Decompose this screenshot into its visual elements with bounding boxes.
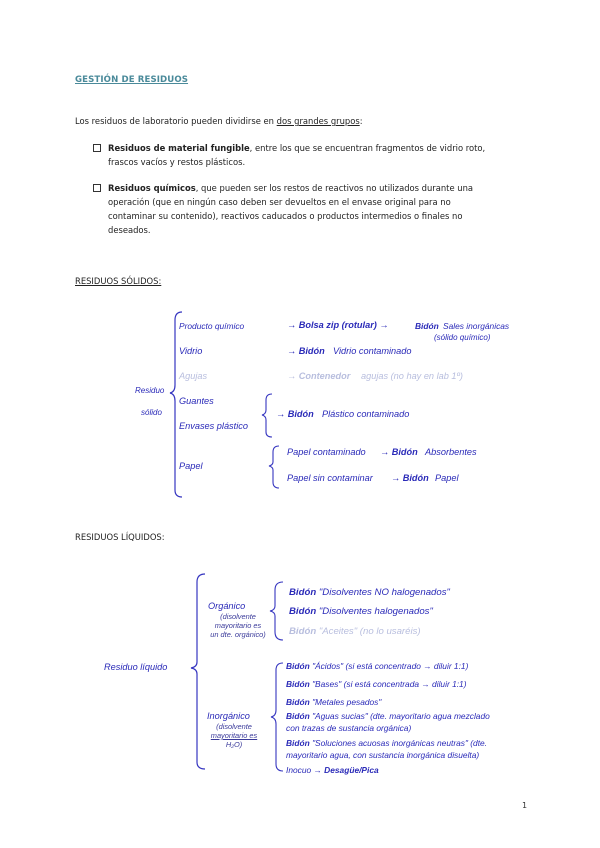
org-item-2 xyxy=(289,606,433,617)
plastico-dest: Plástico contaminado xyxy=(322,409,410,419)
bidon-label: Bidón xyxy=(286,711,310,721)
solids-heading: RESIDUOS SÓLIDOS: xyxy=(75,276,162,286)
plastico-arrow: → Bidón xyxy=(276,409,314,419)
inorg-item-1 xyxy=(286,661,468,671)
bullet-text-cont: operación (que en ningún caso deben ser devueltos en el envase original para no xyxy=(108,197,451,207)
inorganico-label: Inorgánico xyxy=(207,711,250,721)
papel1-arrow: → Bidón xyxy=(380,447,418,457)
inocuo-label: Inocuo xyxy=(286,765,312,775)
note-line: (disolvente xyxy=(216,722,252,731)
inorg-item-3 xyxy=(286,697,381,707)
papel1-dest: Absorbentes xyxy=(425,447,477,457)
item-text: "Ácidos" (si está concentrado → diluir 1:1) xyxy=(312,661,469,671)
liquids-root: Residuo líquido xyxy=(104,662,168,672)
org-item-3 xyxy=(289,626,421,637)
bidon-label: Bidón xyxy=(289,626,317,637)
bullet-text-cont: deseados. xyxy=(108,225,151,235)
inorg-item-5 xyxy=(286,738,487,748)
papel1-label: Papel contaminado xyxy=(287,447,366,457)
page-number: 1 xyxy=(522,801,528,810)
organico-label: Orgánico xyxy=(208,601,246,611)
bullet-bold: Residuos de material fungible xyxy=(108,143,250,153)
inorg-item-6 xyxy=(286,765,379,775)
intro-text: Los residuos de laboratorio pueden dividirse en xyxy=(75,116,277,126)
inorganico-note xyxy=(202,722,266,749)
item-text: "Disolventes halogenados" xyxy=(318,606,433,617)
item-text: "Aguas sucias" (dte. mayoritario agua mezclado xyxy=(312,711,490,721)
bullet-text: , que pueden ser los restos de reactivos no utilizados durante una xyxy=(195,183,474,193)
intro-link-text: dos grandes grupos xyxy=(276,116,360,126)
bidon-label: Bidón xyxy=(289,606,317,617)
inorg-item-2 xyxy=(286,679,467,689)
item-text: "Disolventes NO halogenados" xyxy=(318,587,450,598)
item-text: → Desagüe/Pica xyxy=(313,765,379,775)
guantes-label: Guantes xyxy=(179,396,214,406)
note-line: mayoritario es xyxy=(210,731,258,740)
vidrio-dest: Vidrio contaminado xyxy=(333,346,412,356)
solids-root-1: Residuo xyxy=(135,386,165,395)
organico-note xyxy=(207,612,269,639)
note-line: (disolvente xyxy=(220,612,256,621)
item-text: "Bases" (si está concentrada → diluir 1:1) xyxy=(312,679,467,689)
bullet-text: , entre los que se encuentran fragmentos de vidrio roto, xyxy=(249,143,486,153)
bidon-label: Bidón xyxy=(286,661,310,671)
agujas-dest: agujas (no hay en lab 1º) xyxy=(361,371,463,381)
solids-root-2: sólido xyxy=(141,408,162,417)
note-line: un dte. orgánico) xyxy=(210,630,266,639)
producto-label: Producto químico xyxy=(179,321,245,331)
bidon-label: Bidón xyxy=(286,697,310,707)
note-line: mayoritario es xyxy=(214,621,262,630)
inorg-item-5-cont: mayoritario agua, con sustancia inorgánica disuelta) xyxy=(286,750,480,760)
org-item-1 xyxy=(289,587,450,598)
papel-label: Papel xyxy=(179,461,203,471)
producto-dest-note: (sólido químico) xyxy=(434,333,491,342)
producto-dest: Sales inorgánicas xyxy=(443,321,510,331)
note-line: H₂O) xyxy=(225,740,243,749)
liquids-heading: RESIDUOS LÍQUIDOS: xyxy=(75,532,165,542)
papel2-arrow: → Bidón xyxy=(391,473,429,483)
item-text: "Aceites" (no lo usaréis) xyxy=(318,626,421,637)
inorg-item-4 xyxy=(286,711,490,721)
bidon-label: Bidón xyxy=(286,738,310,748)
item-text: "Metales pesados" xyxy=(312,697,382,707)
papel2-label: Papel sin contaminar xyxy=(287,473,373,483)
bidon-label: Bidón xyxy=(286,679,310,689)
papel2-dest: Papel xyxy=(435,473,459,483)
item-text: "Soluciones acuosas inorgánicas neutras" (dte. xyxy=(312,738,488,748)
producto-arrow: → Bolsa zip (rotular) → xyxy=(287,320,389,330)
bullet-text-cont: contaminar su contenido), reactivos caducados o productos intermedios o finales no xyxy=(108,211,463,221)
intro-colon: : xyxy=(359,116,363,126)
agujas-arrow: → Contenedor xyxy=(287,371,351,381)
bullet-bold: Residuos químicos xyxy=(108,183,196,193)
vidrio-label: Vidrio xyxy=(179,346,203,356)
vidrio-arrow: → Bidón xyxy=(287,346,325,356)
inorg-item-4-cont: con trazas de sustancia orgánica) xyxy=(286,723,412,733)
bullet-text-cont: frascos vacíos y restos plásticos. xyxy=(108,157,246,167)
bidon-label: Bidón xyxy=(289,587,317,598)
agujas-label: Agujas xyxy=(179,371,208,381)
page-title: GESTIÓN DE RESIDUOS xyxy=(75,75,189,85)
envases-label: Envases plástico xyxy=(179,421,248,431)
producto-bidon: Bidón xyxy=(415,321,439,331)
